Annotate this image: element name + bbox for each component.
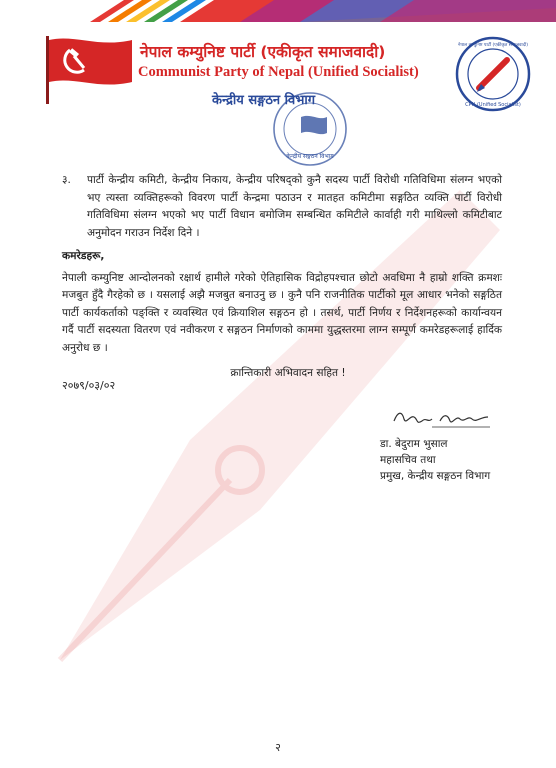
signatory-title-1: महासचिव तथा xyxy=(380,454,436,466)
party-name-nepali: नेपाल कम्युनिष्ट पार्टी (एकीकृत समाजवादी) xyxy=(140,43,386,61)
party-seal-logo-icon xyxy=(455,36,531,112)
numbered-item xyxy=(62,172,502,242)
stamp-text: केन्द्रीय सङ्गठन विभाग xyxy=(286,153,334,160)
party-flag-icon xyxy=(44,34,134,106)
department-stamp-icon xyxy=(271,90,349,168)
handwritten-signature xyxy=(392,407,492,431)
page-number: २ xyxy=(275,741,281,754)
item-text: पार्टी केन्द्रीय कमिटी, केन्द्रीय निकाय, केन्द्रीय परिषद्को कुनै सदस्य पार्टी विरोधी गतिविधिमा संलग्न भएको भए त्यस्ता व्यक्तिहरूको विवरण पार्टी केन्द्रमा पठाउन र मातहत कमिटीमा सङ्गठित व्यक्ति पार्टी विरोधी गतिविधिमा संलग्न भएको भए पार्टी विधान बमोजिम सम्बन्धित कमिटीले कार्वाही गरी माथिल्लो कमिटीबाट अनुमोदन गराउन निर्देश दिने । xyxy=(87,174,502,239)
closing-greeting: क्रान्तिकारी अभिवादन सहित ! xyxy=(230,367,346,379)
signatory-name: डा. बेदुराम भुसाल xyxy=(380,438,448,450)
letter-body xyxy=(62,172,502,383)
item-number: ३. xyxy=(62,174,71,186)
seal-arc-text: नेपाल कम्युनिष्ट पार्टी (एकीकृत समाजवादी) xyxy=(457,43,529,48)
salutation: कमरेडहरू, xyxy=(62,250,105,262)
signatory-block xyxy=(380,436,490,484)
letter-date: २०७९/०३/०२ xyxy=(62,379,116,392)
signatory-title-2: प्रमुख, केन्द्रीय सङ्गठन विभाग xyxy=(380,470,491,482)
body-paragraph: नेपाली कम्युनिष्ट आन्दोलनको रक्षार्थ हामीले गरेको ऐतिहासिक विद्रोहपश्चात छोटो अवधिमा नै हाम्रो शक्ति क्रमशः मजबुत हुँदै गैरहेको छ । यसलाई अझै मजबुत बनाउनु छ । कुनै पनि राजनीतिक पार्टीको मूल आधार भनेको सङ्गठित पार्टी कार्यकर्ताको पङ्क्ति र व्यवस्थित एवं क्रियाशिल सङ्गठन हो । तसर्थ, पार्टी निर्णय र निर्देशनहरूको कार्यान्वयन गर्दै पार्टी सदस्यता वितरण एवं नवीकरण र सङ्गठन निर्माणको काममा युद्धस्तरमा लाग्न सम्पूर्ण कमरेडहरूलाई हार्दिक अनुरोध छ । xyxy=(62,271,502,354)
seal-abbr: CPN (Unified Socialist) xyxy=(465,102,521,108)
department-name: केन्द्रीय सङ्गठन विभाग xyxy=(212,93,316,108)
top-color-stripes xyxy=(0,0,556,22)
party-name-english: Communist Party of Nepal (Unified Socialist) xyxy=(138,64,419,80)
